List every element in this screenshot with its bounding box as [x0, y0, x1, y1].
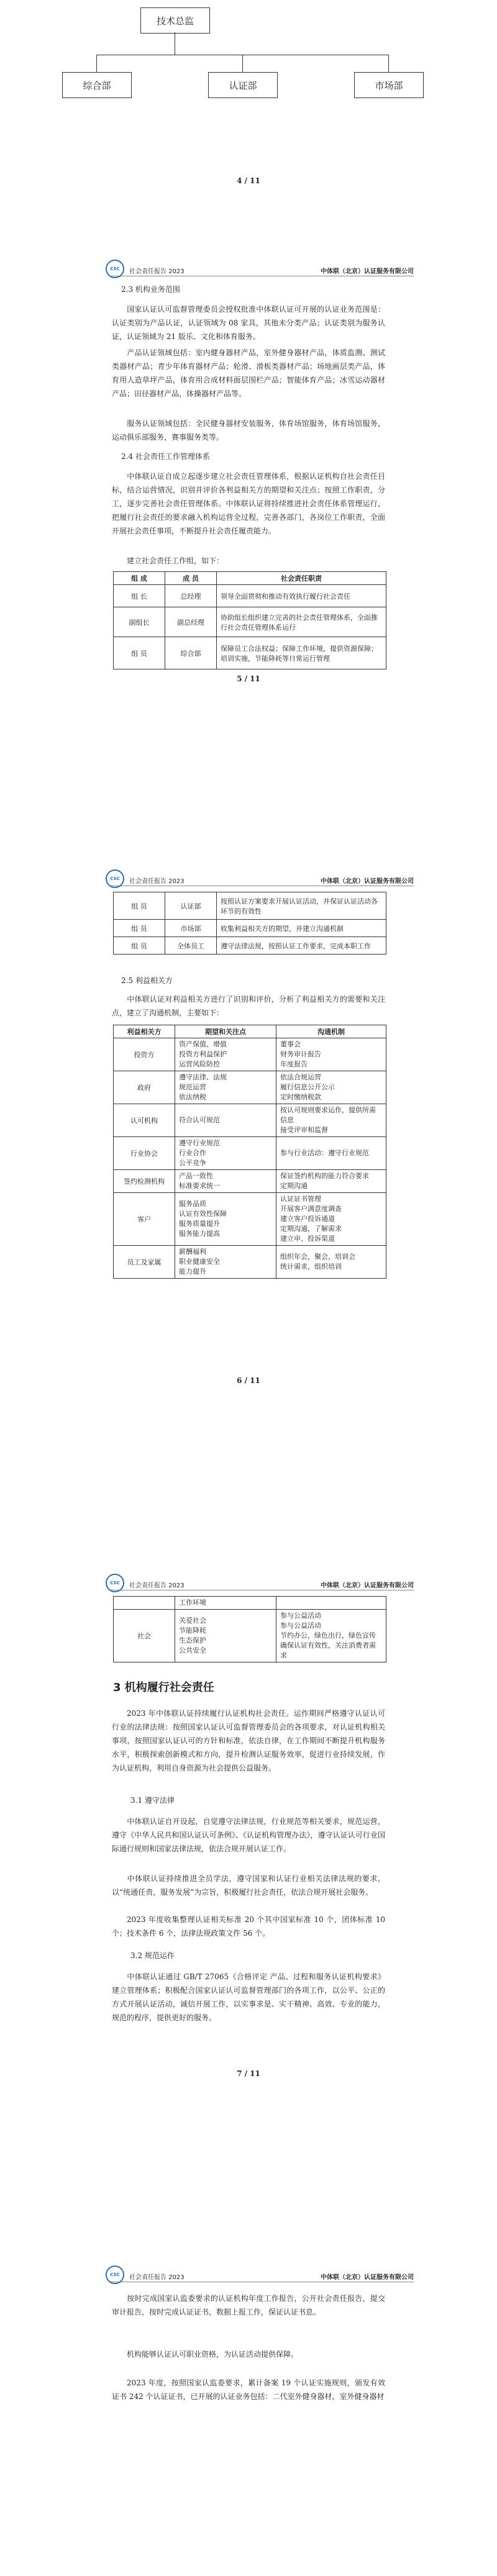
table-row: 社会 关爱社会 节能降耗 生态保护 公共安全 参与公益活动 参与公益活动 节约办公，绿色出行，绿色宣传 确保认证有效性，关注消费者需求 [114, 1610, 386, 1662]
table-header: 成 员 [165, 572, 217, 585]
section-heading: 3.1 遵守法律 [130, 1796, 175, 1805]
table-row: 客户 服务品质 认证有效性保障 服务质量提升 服务能力提高 认证证书管理 开展客户满意度调查 建立客户投诉通道 定期沟通，了解需求 建立申、投诉渠道 [114, 1193, 386, 1246]
org-box-dept [354, 72, 424, 98]
page-number: 5 / 11 [237, 674, 260, 683]
table-header: 期望和关注点 [175, 1025, 276, 1038]
company-logo: CSC [106, 2265, 124, 2284]
header-report-title: 社会责任报告 2023 [129, 268, 185, 275]
page-number: 6 / 11 [237, 1376, 260, 1385]
paragraph: 2023 年中体联认证持续履行认证机构社会责任。运作期间严格遵守认证认可行业的法律法规：按照国家认证认可监督管理委员会的各项要求，对认证机构相关事项，按照国家认证认可的方针和标准，依法自律，在工作期间不断提升机构服务水平，积极探索创新模式和方向，提升检测认证服务效率，促进行业持续发展，作为认证机构，利用自身资源为社会提供公益服务。 [112, 1709, 385, 1772]
paragraph: 中体联认证自成立起逐步建立社会责任管理体系，根据认证机构自社会责任目标，结合运营情况，识别并评价各利益相关方的期望和关注点；按照工作职责，分工，逐步完善社会责任管理体系。中体联认证将持续推进社会责任体系管理运行，把履行社会责任的要求融入机构运营全过程，完善各部门，各岗位工作职责，全面开展社会责任事项，不断提升社会责任履责能力。 [112, 472, 385, 535]
table-row: 认可机构 符合认可规范 按认可规则要求运作，提供所需信息 接受评审和监督 [114, 1104, 386, 1137]
org-label-dept: 综合部 [83, 79, 111, 91]
table-header-row [114, 1025, 386, 1038]
paragraph: 服务认证领域包括：全民健身器材安装服务，体育场馆服务，体育场馆服务，运动俱乐部服务，赛事服务类等。 [112, 419, 385, 442]
header-company-name: 中体联（北京）认证服务有限公司 [321, 1582, 414, 1589]
org-box-dept [208, 72, 278, 98]
table-header: 组 成 [114, 572, 165, 585]
section-heading: 2.5 利益相关方 [121, 976, 173, 985]
paragraph: 建立社会责任工作组，如下： [127, 556, 224, 565]
table-row: 工作环境 [114, 1597, 386, 1610]
page-header [109, 871, 414, 886]
table-row: 组 员 综合部 保障员工合法权益；保障工作环境，提供资源保障；培训实施，节能降耗等日常运行管理 [114, 637, 386, 669]
responsibility-table [113, 571, 386, 669]
header-company-name: 中体联（北京）认证服务有限公司 [321, 878, 414, 885]
table-row: 政府 遵守法律、法规 规范运营 依法纳税 依法合规运营 履行信息公开公示 定时缴纳税款 [114, 1071, 386, 1104]
org-box-top [140, 7, 210, 34]
table-header-row [114, 572, 386, 585]
table-header: 利益相关方 [114, 1025, 175, 1038]
stakeholder-table-cont [113, 1596, 386, 1662]
company-logo: CSC [106, 1574, 124, 1592]
paragraph: 中体联认证对利益相关方进行了识别和评价，分析了利益相关方的需要和关注点，建立了沟通机制，主要如下： [112, 995, 385, 1017]
org-connector [96, 55, 97, 72]
page-header [109, 261, 414, 276]
paragraph: 中体联认证通过 GB/T 27065《合格评定 产品、过程和服务认证机构要求》建立管理体系；积极配合国家认证认可监督管理部门的各项工作，以公平、公正的方式开展认证活动，诚信开展工作，以实事求是、实干精神、高效、专业的能力，规范的程序，提供更好的服务。 [112, 1972, 385, 2022]
org-label-dept: 市场部 [375, 79, 403, 91]
paragraph: 2023 年度收集整理认证相关标准 20 个其中国家标准 10 个，团体标准 10 个；技术条件 6 个，法律法规政策文件 56 个。 [112, 1915, 385, 1938]
stakeholder-table [113, 1025, 386, 1279]
org-box-dept [62, 72, 132, 98]
chapter-heading: 3 机构履行社会责任 [113, 1681, 214, 1694]
org-label-top: 技术总监 [156, 15, 194, 27]
company-logo: CSC [106, 869, 124, 888]
header-report-title: 社会责任报告 2023 [129, 878, 185, 885]
table-row: 组 员 全体员工 遵守法律法规，按照认证工作要求，完成本职工作 [114, 937, 386, 955]
paragraph: 国家认证认可监督管理委员会授权批准中体联认证可开展的认证业务范围是：认证类别为产品认证，认证领域为 08 家具，其他未分类产品；认证类别为服务认证，认证领域为 21 版乐、文化和体育服务。 [112, 305, 385, 341]
table-header: 社会责任职责 [217, 572, 386, 585]
org-connector [242, 55, 243, 72]
org-label-dept: 认证部 [229, 79, 257, 91]
org-connector [388, 55, 389, 72]
table-row: 签约检测机构 产品一致性 标准要求统一 保证签约机构的能力符合要求 定期沟通 [114, 1170, 386, 1193]
section-heading: 3.2 规范运作 [130, 1951, 175, 1960]
table-row: 组 长 总经理 领导全面贯彻和推动有效执行履行社会责任 [114, 585, 386, 607]
paragraph: 中体联认证持续推进全员学法，遵守国家和认证行业相关法律法规的要求，以“统通任责，服务发展”为宗旨，积极履行社会责任，依法合规开展社会服务。 [112, 1874, 385, 1897]
page-header [109, 1575, 414, 1590]
header-company-name: 中体联（北京）认证服务有限公司 [321, 2274, 414, 2281]
table-row: 员工及家属 薪酬福利 职业健康安全 能力提升 组织年会，聚会，培训会 统计需求，组织培训 [114, 1246, 386, 1279]
section-heading: 2.4 社会责任工作管理体系 [121, 452, 210, 461]
header-report-title: 社会责任报告 2023 [129, 2274, 185, 2281]
table-row: 组 员 认证部 按照认证方案要求开展认证活动，并保证认证活动各环节的有效性 [114, 892, 386, 920]
paragraph: 产品认证领域包括：室内健身器材产品，室外健身器材产品，体质监测、测试类器材产品；青少年体育器材产品；轮滑、滑板类器材产品；场地画层类产品，体育用人造草坪产品，体育用合成材料面层围栏产品；智能体育产品；冰雪运动器材产品；田径器材产品，体操器材产品等。 [112, 348, 385, 398]
page-header [109, 2267, 414, 2282]
paragraph: 2023 年度，按照国家认监委要求，累计备案 19 个认证实施规则，颁发有效证书 242 个认证证书，已开展的认证业务包括：二代室外健身器材，室外健身器材 [112, 2379, 385, 2401]
table-row: 副组长 副总经理 协助组长组织建立完善的社会责任管理体系，全面推行社会责任管理体系运行 [114, 607, 386, 637]
table-header: 沟通机制 [276, 1025, 386, 1038]
paragraph: 机构能够认证认可职业资格，为认证活动提供保障。 [127, 2350, 299, 2359]
company-logo: CSC [106, 260, 124, 278]
table-row: 组 员 市场部 收集利益相关方的期望，并建立沟通机制 [114, 920, 386, 937]
section-heading: 2.3 机构业务范围 [121, 285, 180, 294]
page-number: 4 / 11 [237, 176, 260, 185]
table-row: 行业协会 遵守行业规范 行业合作 公平竞争 参与行业活动：遵守行业规范 [114, 1137, 386, 1170]
page-number: 7 / 11 [237, 2069, 260, 2078]
paragraph: 中体联认证自开设起，自觉遵守法律法规，行业规范等相关要求，规范运营，遵守《中华人民共和国认证认可条例》、《认证机构管理办法》，遵守认证认可行业国际通行规则和国家法律法规，依法合规开展认证工作。 [112, 1817, 385, 1853]
table-row: 投资方 资产保值、增值 投资方利益保护 运营风险防控 董事会 财务审计报告 年度报告 [114, 1038, 386, 1071]
paragraph: 按时完成国家认监委要求的认证机构年度工作报告，公开社会责任报告，提交审计报告，按时完成认证证书，数据上报工作，保证认证书息。 [112, 2294, 385, 2316]
header-report-title: 社会责任报告 2023 [129, 1582, 185, 1589]
header-company-name: 中体联（北京）认证服务有限公司 [321, 268, 414, 275]
responsibility-table-cont [113, 892, 386, 955]
